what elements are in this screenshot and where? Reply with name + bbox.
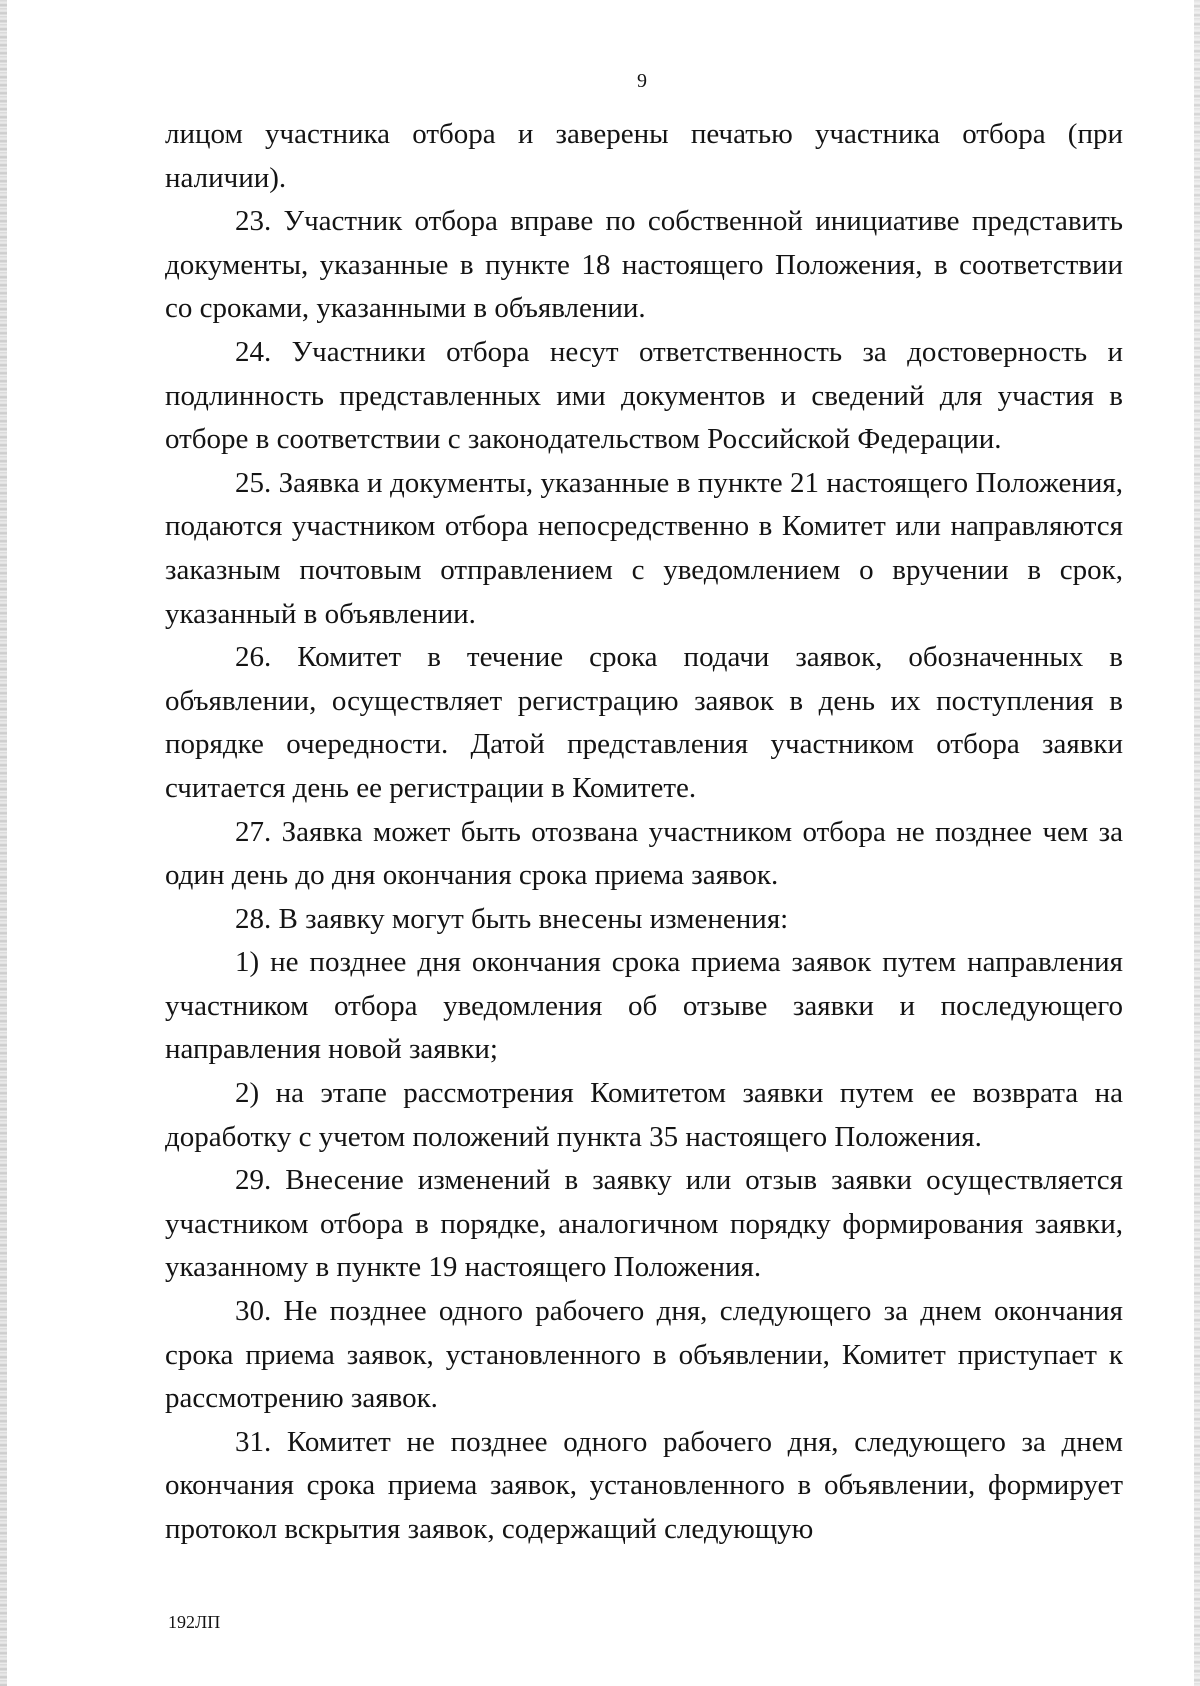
paragraph-continuation: лицом участника отбора и заверены печатью участника отбора (при наличии). [165, 118, 1123, 194]
paragraph-28-item-2: 2) на этапе рассмотрения Комитетом заявки путем ее возврата на доработку с учетом положений пункта 35 настоящего Положения. [165, 1077, 1123, 1153]
paragraph-26: 26. Комитет в течение срока подачи заявок, обозначенных в объявлении, осуществляет регистрацию заявок в день их поступления в порядке очередности. Датой представления участником отбора заявки считается день ее регистрации в Комитете. [165, 641, 1123, 804]
paragraph-28-item-1: 1) не позднее дня окончания срока приема заявок путем направления участником отбора уведомления об отзыве заявки и последующего направления новой заявки; [165, 946, 1123, 1066]
paragraph-28: 28. В заявку могут быть внесены изменения: [235, 902, 789, 935]
document-body [165, 113, 1123, 1552]
document-code: 192ЛП [168, 1612, 221, 1632]
scan-edge-right [1194, 0, 1200, 1686]
paragraph-30: 30. Не позднее одного рабочего дня, следующего за днем окончания срока приема заявок, установленного в объявлении, Комитет приступает к рассмотрению заявок. [165, 1295, 1123, 1415]
paragraph-23: 23. Участник отбора вправе по собственной инициативе представить документы, указанные в пункте 18 настоящего Положения, в соответствии со сроками, указанными в объявлении. [165, 205, 1123, 325]
paragraph-29: 29. Внесение изменений в заявку или отзыв заявки осуществляется участником отбора в порядке, аналогичном порядку формирования заявки, указанному в пункте 19 настоящего Положения. [165, 1164, 1123, 1284]
paragraph-24: 24. Участники отбора несут ответственность за достоверность и подлинность представленных ими документов и сведений для участия в отборе в соответствии с законодательством Российской Федерации. [165, 335, 1123, 456]
paragraph-27: 27. Заявка может быть отозвана участником отбора не позднее чем за один день до дня окончания срока приема заявок. [165, 815, 1123, 892]
paragraph-31: 31. Комитет не позднее одного рабочего дня, следующего за днем окончания срока приема заявок, установленного в объявлении, формирует протокол вскрытия заявок, содержащий следующую [165, 1425, 1123, 1545]
paragraph-25: 25. Заявка и документы, указанные в пункте 21 настоящего Положения, подаются участником отбора непосредственно в Комитет или направляются заказным почтовым отправлением с уведомлением о вручении в срок, указанный в объявлении. [165, 466, 1123, 630]
page-number: 9 [637, 70, 647, 92]
scan-edge-left [0, 0, 7, 1686]
